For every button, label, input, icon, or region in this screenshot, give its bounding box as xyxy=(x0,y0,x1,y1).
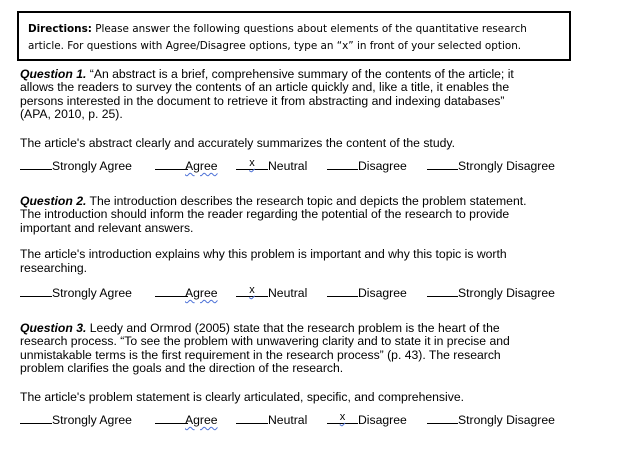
question-3: Question 3. Leedy and Ormrod (2005) state that the research problem is the heart of the research process. “To see the problem with unwavering clarity and to state it in precise and unmistakable terms is the first requirement in the research process” (p. 43). The research problem clarifies the goals and the direction of the research. xyxy=(20,321,510,376)
directions-box xyxy=(17,11,571,61)
directions-line-2: article. For questions with Agree/Disagree options, type an “x” in front of your selected option. xyxy=(28,40,522,52)
option-strongly-agree[interactable]: Strongly Agree xyxy=(20,158,132,173)
option-agree[interactable]: Agree xyxy=(155,412,218,427)
option-neutral[interactable]: Neutral xyxy=(236,412,307,427)
option-agree[interactable]: Agree xyxy=(155,285,218,300)
option-neutral[interactable]: x Neutral xyxy=(236,285,307,300)
question-3-statement: The article's problem statement is clearly articulated, specific, and comprehensive. xyxy=(20,390,464,404)
question-2: Question 2. The introduction describes the research topic and depicts the problem statement. The introduction should inform the reader regarding the potential of the research to provide important and relevant answers. xyxy=(20,194,527,235)
question-3-options xyxy=(0,412,622,428)
directions-label: Directions: xyxy=(28,23,92,35)
option-disagree[interactable]: x Disagree xyxy=(327,412,407,427)
option-disagree[interactable]: Disagree xyxy=(327,158,407,173)
question-1-label: Question 1. xyxy=(20,67,87,81)
question-2-statement: The article's introduction explains why this problem is important and why this topic is worth researching. xyxy=(20,247,507,275)
option-disagree[interactable]: Disagree xyxy=(327,285,407,300)
option-strongly-disagree[interactable]: Strongly Disagree xyxy=(427,412,555,427)
option-strongly-agree[interactable]: Strongly Agree xyxy=(20,285,132,300)
question-2-options xyxy=(0,285,622,301)
question-1-options xyxy=(0,158,622,174)
option-strongly-agree[interactable]: Strongly Agree xyxy=(20,412,132,427)
option-neutral[interactable]: x Neutral xyxy=(236,158,307,173)
directions-line-1: Directions: Please answer the following questions about elements of the quantitative research xyxy=(28,23,527,35)
option-agree[interactable]: Agree xyxy=(155,158,218,173)
option-strongly-disagree[interactable]: Strongly Disagree xyxy=(427,158,555,173)
question-3-label: Question 3. xyxy=(20,321,87,335)
question-1-statement: The article's abstract clearly and accurately summarizes the content of the study. xyxy=(20,136,455,150)
option-strongly-disagree[interactable]: Strongly Disagree xyxy=(427,285,555,300)
question-1: Question 1. “An abstract is a brief, comprehensive summary of the contents of the article; it allows the readers to survey the contents of an article quickly and, like a title, it enables the persons interested in the document to retrieve it from abstracting and indexing databases” (APA, 2010, p. 25). xyxy=(20,67,514,122)
question-2-label: Question 2. xyxy=(20,194,87,208)
